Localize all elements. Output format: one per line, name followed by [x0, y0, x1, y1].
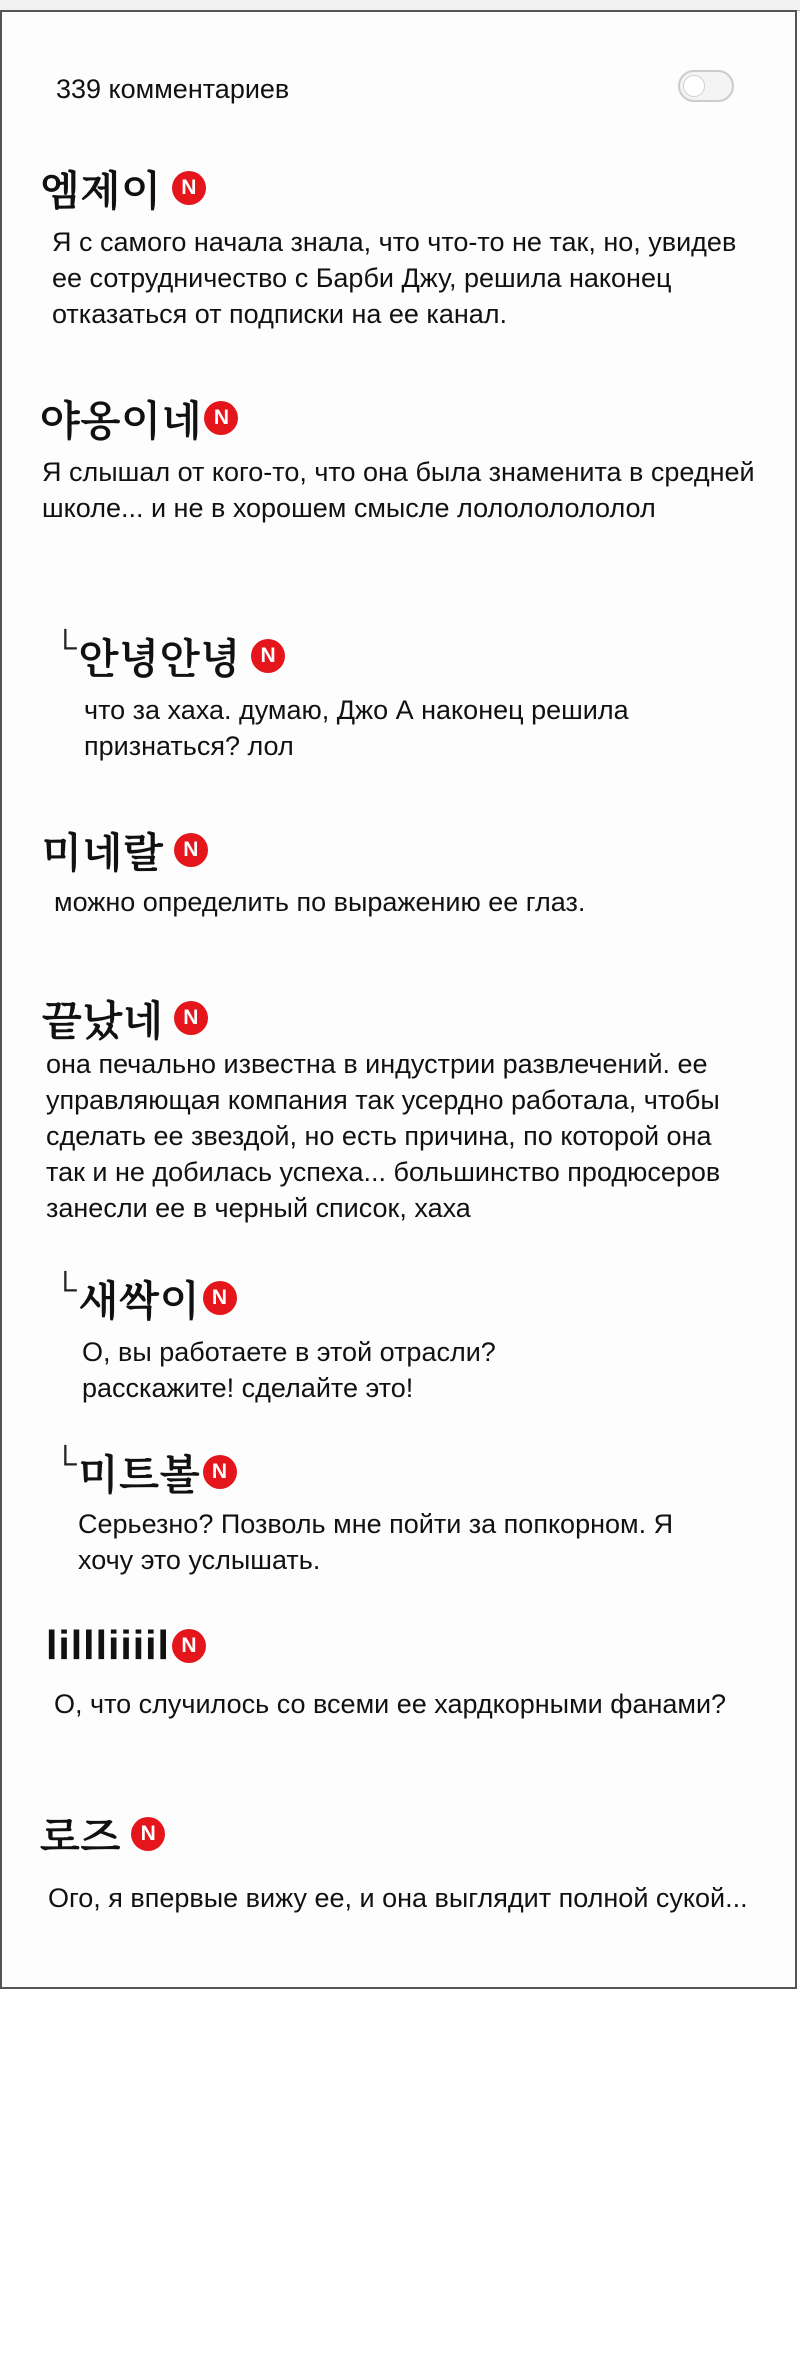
username[interactable]: 새싹이 [78, 1278, 201, 1324]
comment-text: О, что случилось со всеми ее хардкорными фанами? [54, 1689, 727, 1719]
comments-toggle[interactable] [678, 70, 734, 102]
reply-arrow-icon: └ [54, 1445, 77, 1481]
username[interactable]: 미트볼 [78, 1452, 201, 1498]
reply-text: что за хаха. думаю, Джо А наконец решила признаться? лол [84, 695, 629, 761]
comment-author-row [40, 388, 238, 447]
comment-text: можно определить по выражению ее глаз. [54, 887, 586, 917]
toggle-knob[interactable] [683, 75, 705, 97]
new-badge-icon: N [131, 1817, 165, 1851]
new-badge-icon: N [174, 833, 208, 867]
reply-arrow-icon: └ [54, 1271, 77, 1307]
username[interactable]: 안녕안녕 [78, 636, 242, 682]
comment-text: Я с самого начала знала, что что-то не так, но, увидев ее сотрудничество с Барби Джу, решила наконец отказаться от подписки на ее канал. [52, 227, 737, 329]
comment-author-row [42, 820, 208, 879]
reply-author-row [54, 626, 285, 685]
username[interactable]: lillliiiil [46, 1622, 170, 1668]
new-badge-icon: N [172, 1629, 206, 1663]
new-badge-icon: N [172, 171, 206, 205]
new-badge-icon: N [203, 1455, 237, 1489]
username[interactable]: 미네랄 [42, 830, 164, 876]
comment-author-row [42, 988, 208, 1047]
comments-panel [0, 10, 797, 1989]
username[interactable]: 야옹이네 [40, 398, 203, 444]
username[interactable]: 끝났네 [42, 998, 164, 1044]
comment-text: Ого, я впервые вижу ее, и она выглядит полной сукой... [48, 1883, 748, 1913]
comment-author-row [40, 1804, 165, 1863]
new-badge-icon: N [174, 1001, 208, 1035]
comment-author-row [46, 1622, 206, 1669]
reply-text: Серьезно? Позволь мне пойти за попкорном. Я хочу это услышать. [78, 1509, 674, 1575]
new-badge-icon: N [203, 1281, 237, 1315]
username[interactable]: 로즈 [40, 1814, 122, 1860]
username[interactable]: 엠제이 [40, 168, 162, 214]
new-badge-icon: N [204, 401, 238, 435]
reply-author-row [54, 1442, 237, 1501]
new-badge-icon: N [251, 639, 285, 673]
reply-arrow-icon: └ [54, 629, 77, 665]
comment-author-row [40, 158, 206, 217]
comment-count: 339 комментариев [56, 74, 290, 104]
comment-text: Я слышал от кого-то, что она была знаменита в средней школе... и не в хорошем смысле лолололололол [42, 457, 755, 523]
reply-author-row [54, 1268, 237, 1327]
reply-text: О, вы работаете в этой отрасли? расскажите! сделайте это! [82, 1337, 496, 1403]
comment-text: она печально известна в индустрии развлечений. ее управляющая компания так усердно работала, чтобы сделать ее звездой, но есть причина, по которой она так и не добилась успеха... большинство продюсеров занесли ее в черный список, хаха [46, 1049, 721, 1223]
